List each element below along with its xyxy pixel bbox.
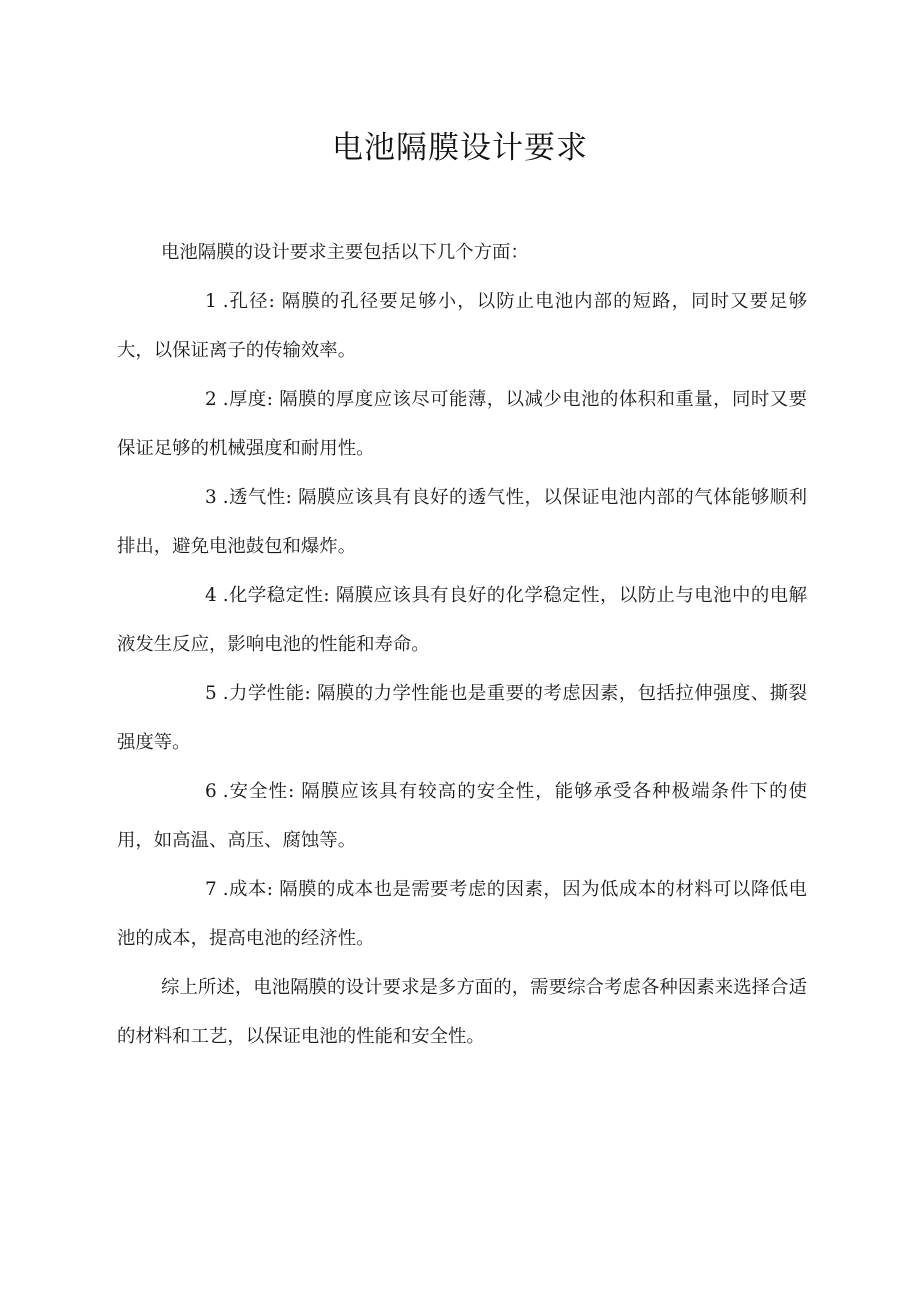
requirement-item-1 — [117, 277, 807, 375]
document-body — [117, 228, 807, 1061]
item-number: 4 — [205, 585, 217, 606]
requirement-item-5 — [117, 669, 807, 767]
requirement-item-7 — [117, 865, 807, 963]
item-text: .孔径: 隔膜的孔径要足够小，以防止电池内部的短路，同时又要足够大，以保证离子的传输效率。 — [117, 291, 807, 361]
item-text: .成本: 隔膜的成本也是需要考虑的因素，因为低成本的材料可以降低电池的成本，提高电池的经济性。 — [117, 879, 807, 949]
intro-paragraph: 电池隔膜的设计要求主要包括以下几个方面： — [161, 242, 529, 263]
item-text: .厚度: 隔膜的厚度应该尽可能薄，以减少电池的体积和重量，同时又要保证足够的机械强度和耐用性。 — [117, 389, 807, 459]
item-number: 2 — [205, 389, 217, 410]
item-text: .透气性: 隔膜应该具有良好的透气性，以保证电池内部的气体能够顺利排出，避免电池鼓包和爆炸。 — [117, 487, 807, 557]
item-text: .力学性能: 隔膜的力学性能也是重要的考虑因素，包括拉伸强度、撕裂强度等。 — [117, 683, 807, 753]
item-number: 5 — [205, 683, 217, 704]
item-text: .化学稳定性: 隔膜应该具有良好的化学稳定性，以防止与电池中的电解液发生反应，影响电池的性能和寿命。 — [117, 585, 807, 655]
item-number: 6 — [205, 781, 217, 802]
conclusion-paragraph: 综上所述，电池隔膜的设计要求是多方面的，需要综合考虑各种因素来选择合适的材料和工艺，以保证电池的性能和安全性。 — [117, 977, 807, 1047]
item-number: 1 — [205, 291, 217, 312]
item-number: 3 — [205, 487, 217, 508]
requirement-item-2 — [117, 375, 807, 473]
document-title: 电池隔膜设计要求 — [332, 130, 588, 166]
requirement-item-3 — [117, 473, 807, 571]
requirement-item-6 — [117, 767, 807, 865]
requirement-item-4 — [117, 571, 807, 669]
item-number: 7 — [205, 879, 217, 900]
item-text: .安全性: 隔膜应该具有较高的安全性，能够承受各种极端条件下的使用，如高温、高压、腐蚀等。 — [117, 781, 807, 851]
